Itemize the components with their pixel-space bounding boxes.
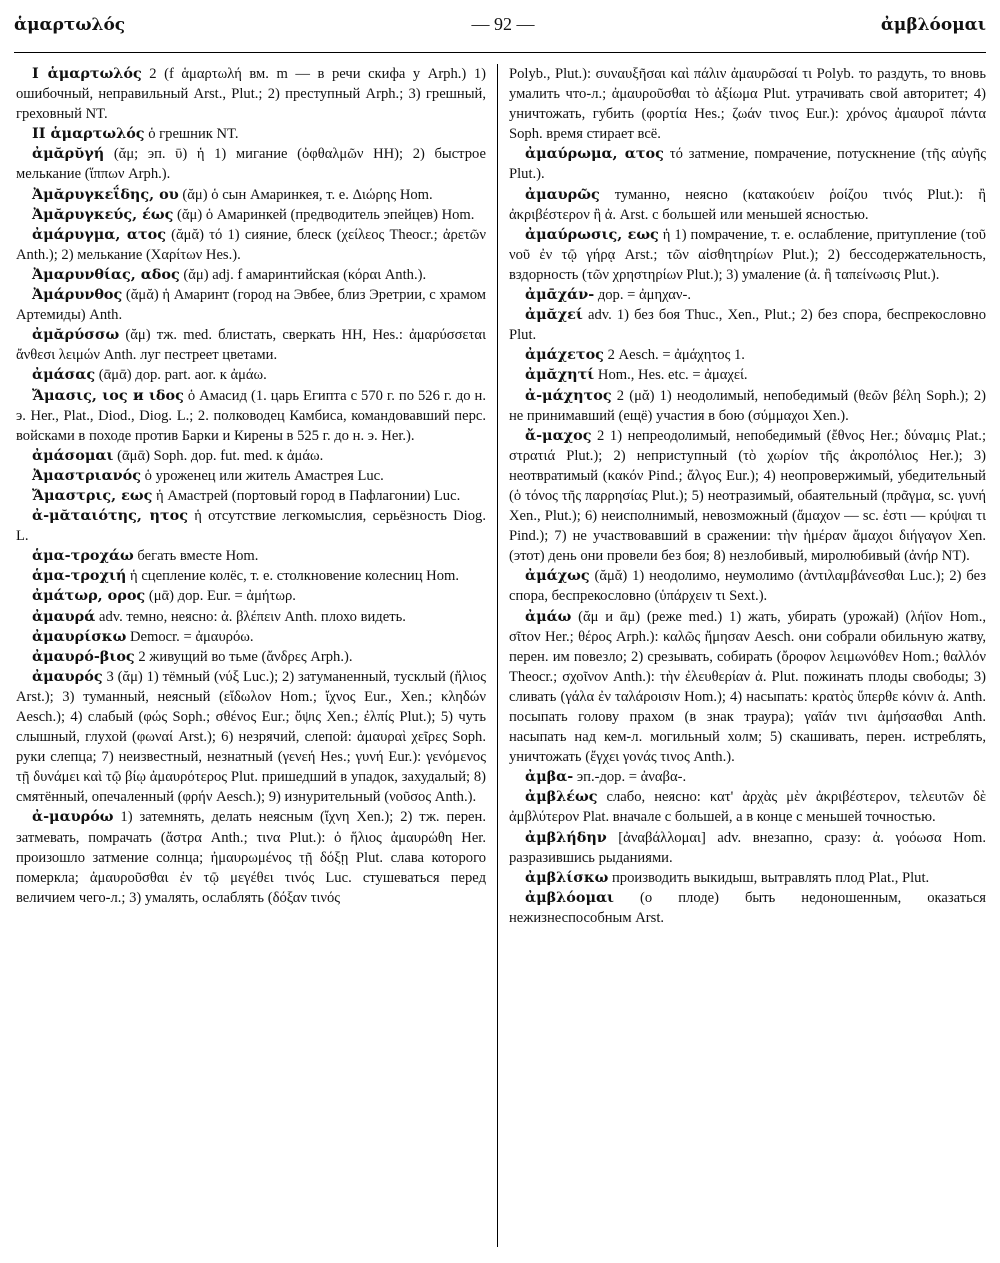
entry-headword: ἀμβλίσκω — [525, 868, 609, 886]
entry-definition: (ᾰμ) тж. med. блистать, сверкать HH, Hes.: ἀμαρύσσεται ἄνθεσι λειμών Anth. луг пестреет цветами. — [16, 327, 486, 364]
dictionary-entry — [16, 64, 486, 124]
entry-headword: ἀμβα- — [525, 768, 574, 786]
dictionary-entry — [16, 144, 486, 184]
running-head — [14, 14, 986, 44]
entry-definition: ἡ отсутствие легкомыслия, серьёзность Diog. L. — [16, 508, 486, 545]
entry-headword: ἀμάσομαι — [32, 446, 114, 464]
entry-headword: ἀμάρυγμα, ατος — [32, 225, 166, 243]
dictionary-entry — [16, 185, 486, 205]
entry-definition: туманно, неясно (κατακούειν ῥοίζου τινός Plut.): ἢ ἀκριβέστερον ἢ ἀ. Arst. с большей или меньшей ясностью. — [509, 186, 986, 223]
entry-definition: дор. = ἀμηχαν-. — [594, 287, 692, 304]
entry-definition: adv. темно, неясно: ἀ. βλέπειν Anth. плохо видеть. — [95, 608, 406, 625]
entry-headword: Ἀμαρυνθίας, αδος — [32, 265, 180, 283]
dictionary-entry — [16, 506, 486, 546]
dictionary-entry — [16, 486, 486, 506]
entry-definition: (ᾱμᾱ) дор. part. aor. к ἀμάω. — [95, 367, 267, 384]
dictionary-entry — [509, 285, 986, 305]
entry-headword: Ἀμᾰρυγκεύς, έως — [32, 205, 174, 223]
dictionary-entry — [509, 426, 986, 567]
entry-definition: (ᾰμ) adj. f амаринтийская (κόραι Anth.). — [179, 266, 427, 283]
entry-headword: ἀμβλήδην — [525, 828, 607, 846]
dictionary-entry — [509, 64, 986, 144]
dictionary-entry — [16, 546, 486, 566]
entry-headword: Ἀμᾰρυγκεΐδης, ου — [32, 185, 179, 203]
entry-definition: 2 (f ἁμαρτωλή вм. m — в речи скифа у Arph.) 1) ошибочный, неправильный Arst., Plut.; 2) преступный Arph.; 3) грешный, греховный NT. — [16, 66, 486, 123]
entry-headword: ἀμβλόομαι — [525, 888, 615, 906]
entry-headword: ἀμάω — [525, 607, 572, 625]
dictionary-entry — [509, 607, 986, 768]
page-number: — 92 — — [471, 14, 535, 34]
dictionary-entry — [16, 667, 486, 808]
dictionary-entry — [509, 386, 986, 426]
entry-definition: (ᾰμ) ὁ сын Амаринкея, т. е. Διώρης Hom. — [178, 186, 433, 203]
dictionary-entry — [509, 185, 986, 225]
dictionary-entry — [16, 627, 486, 647]
entry-definition: ἡ Амастрей (портовый город в Пафлагонии) Luc. — [152, 487, 461, 504]
entry-headword: ἀμβλέως — [525, 788, 598, 806]
dictionary-entry — [16, 285, 486, 325]
entry-definition: Polyb., Plut.): συναυξῆσαι καὶ πάλιν ἀμαυρῶσαί τι Polyb. то раздуть, то вновь умалить что-л.; ἀμαυροῦσθαι τὸ ἀξίωμα Plut. утрачивать свой авторитет; 4) уничтожать, губить (φορτία Hes.; ζωάν τινος Eur.): χρόνος ἀμαυροῖ πάντα Soph. время стирает всё. — [509, 66, 986, 143]
dictionary-entry — [509, 365, 986, 385]
entry-headword: ἀμαύρωσις, εως — [525, 225, 659, 243]
entry-headword: ἀμᾰχεί — [525, 306, 583, 324]
entry-headword: ἀμαυρός — [32, 667, 103, 685]
entry-definition: (ᾰμᾰ) ἡ Амаринт (город на Эвбее, близ Эретрии, с храмом Артемиды) Anth. — [16, 287, 486, 324]
dictionary-entry — [16, 265, 486, 285]
entry-headword: I ἁμαρτωλός — [32, 65, 142, 82]
entry-definition: (ᾰμ) ὁ Амаринкей (предводитель эпейцев) Hom. — [173, 206, 475, 223]
entry-definition: ἡ сцепление колёс, т. е. столкновение колесниц Hom. — [126, 568, 459, 585]
entry-headword: Ἄμαστρις, εως — [32, 486, 153, 504]
entry-headword: ἀμάτωρ, ορος — [32, 587, 146, 605]
dictionary-entry — [16, 446, 486, 466]
dictionary-entry — [16, 365, 486, 385]
entry-headword: Ἄμασις, ιος и ιδος — [32, 386, 184, 404]
left-guide-word: ἁμαρτωλός — [14, 15, 126, 35]
entry-definition: [ἀναβάλλομαι] adv. внезапно, сразу: ἀ. γοόωσα Hom. разразившись рыданиями. — [509, 829, 986, 866]
right-guide-word: ἀμβλόομαι — [880, 15, 986, 35]
dictionary-entry — [16, 205, 486, 225]
entry-definition: ὁ грешник NT. — [144, 126, 239, 143]
entry-definition: (ᾰμᾰ) τό 1) сияние, блеск (χείλεος Theocr.; ἀρετῶν Anth.); 2) мелькание (Χαρίτων Hes.). — [16, 226, 486, 263]
entry-definition: Hom., Hes. etc. = ἀμαχεί. — [594, 367, 748, 384]
dictionary-entry — [509, 868, 986, 888]
entry-headword: ἀμᾰρύσσω — [32, 326, 120, 344]
dictionary-entry — [16, 647, 486, 667]
dictionary-entry — [509, 305, 986, 345]
entry-headword: ἀμαυρῶς — [525, 185, 600, 203]
dictionary-entry — [16, 466, 486, 486]
entry-definition: Democr. = ἀμαυρόω. — [126, 628, 254, 645]
header-rule — [14, 52, 986, 53]
dictionary-entry — [509, 888, 986, 928]
entry-definition: слабо, неясно: κατ' ἀρχὰς μὲν ἀκριβέστερον, τελευτῶν δὲ ἀμβλύτερον Plat. вначале с большей, а в конце с меньшей точностью. — [509, 789, 986, 826]
entry-definition: (ᾰμ и ᾱμ) (реже med.) 1) жать, убирать (урожай) (λήϊον Hom., σῖτον Her.; θέρος Arph.): καλῶς ἤμησαν Aesch. они собрали обильную жатву, перен. им повезло; 2) срезывать, собирать (ὄροφον λειμωνόθεν Hom.; θαλλόν Theocr.; σχοῖνον Anth.): τὴν ἐλευθερίαν ἀ. Plut. пожинать плоды свободы; 3) сливать (γάλα ἐν ταλάροισιν Hom.); 4) насыпать: κρατὸς ὕπερθε κόνιν ἀ. Anth. посыпать голову прахом (в знак траура); γαῖάν τινι ἀμήσασθαι Anth. насыпать над кем-л. могильный холм; 5) скашивать, перен. истреблять, уничтожать (ἔγχει γονάς τινος Anth.). — [509, 608, 986, 766]
entry-headword: ἁμα-τροχάω — [32, 547, 134, 565]
entry-definition: ὁ Амасид (1. царь Египта с 570 г. по 526 г. до н. э. Her., Plat., Diod., Diog. L.; 2. полководец Камбиса, командовавший перс. войсками в походе против Барки и Кирены в 525 г. до н. э. Her.). — [16, 387, 486, 444]
dictionary-entry — [509, 566, 986, 606]
right-column — [509, 64, 986, 1259]
entry-headword: ἄ-μαχος — [525, 426, 592, 444]
entry-headword: ἀμαυρά — [32, 607, 96, 625]
entry-headword: ἀμᾰχητί — [525, 366, 595, 384]
entry-definition: 2 живущий во тьме (ἄνδρες Arph.). — [134, 648, 353, 665]
entry-definition: 1) затемнять, делать неясным (ἴχνη Xen.); 2) тж. перен. затмевать, помрачать (ἄστρα Anth.; τινα Plut.): ὁ ἥλιος ἀμαυρώθη Her. произошло затмение солнца; ἠμαυρωμένος τῇ δόξῃ Plut. слава которого померкла; ἀμαυροῦσθαι ἐν τῷ μεγέθει τινός Luc. стушеваться перед величием чего-л.; 3) умалять, ослаблять (δόξαν τινός — [16, 809, 486, 906]
entry-headword: ἀμάσας — [32, 366, 96, 384]
entry-definition: (ᾰμᾰ) 1) неодолимо, неумолимо (ἀντιλαμβάνεσθαι Luc.); 2) без спора, беспрекословно (ὑπάρχειν τι Sext.). — [509, 568, 986, 605]
entry-headword: ἀμάχετος — [525, 346, 604, 364]
entry-definition: adv. 1) без боя Thuc., Xen., Plut.; 2) без спора, беспрекословно Plut. — [509, 307, 986, 344]
dictionary-entry — [509, 767, 986, 787]
dictionary-entry — [509, 144, 986, 184]
entry-definition: (ᾰμ; эп. ῡ) ἡ 1) мигание (ὀφθαλμῶν HH); 2) быстрое мелькание (ἵππων Arph.). — [16, 146, 486, 183]
entry-headword: ἀμαύρωμα, ατος — [525, 145, 664, 163]
entry-definition: ἡ 1) помрачение, т. е. ослабление, притупление (τοῦ νοῦ ἐν τῷ γήρᾳ Arst.; τῶν αἰσθητηρίων Plut.); 2) бессодержательность, вздорность (τῶν χρηστηρίων Plut.); 3) умаление (ἀ. ἢ ταπείνωσις Plut.). — [509, 226, 986, 283]
entry-definition: τό затмение, помрачение, потускнение (τῆς αὐγῆς Plut.). — [509, 146, 986, 183]
column-divider — [497, 64, 498, 1247]
dictionary-entry — [16, 386, 486, 446]
entry-headword: ἀ-μάχητος — [525, 386, 612, 404]
entry-definition: (ᾱμᾱ) Soph. дор. fut. med. к ἀμάω. — [113, 447, 324, 464]
entry-definition: 3 (ᾰμ) 1) тёмный (νύξ Luc.); 2) затуманенный, тусклый (ἥλιος Arst.); 3) туманный, неясный (εἴδωλον Hom.; ἴχνος Eur., Xen.; κληδών Aesch.); 4) слабый (φώς Soph.; σθένος Eur.; ὄψις Xen.; ἐλπίς Plut.); 5) чуть слышный, глухой (φωναί Arst.); 6) незрячий, слепой: ἀμαυραὶ χεῖρες Soph. руки слепца; 7) неизвестный, незнатный (γενεή Hes.; γυνή Eur.): γενόμενος τῇ δυνάμει καὶ τῷ βίῳ ἀμαυρότερος Plut. пришедший в упадок, захудалый; 8) смятённый, опечаленный (φρήν Aesch.); 9) изнурительный (νοῦσος Anth.). — [16, 668, 486, 806]
entry-headword: ἀ-μᾰταιότης, ητος — [32, 507, 189, 525]
entry-definition: 2 1) непреодолимый, непобедимый (ἔθνος Her.; δύναμις Plat.; στρατιά Plut.); 2) неприступный (τὸ χωρίον τῆς ἀκροπόλιος Her.); 3) неотвратимый (κακόν Pind.; ἄλγος Eur.); 4) неопровержимый, убедительный (ὁ τόνος τῆς παρρησίας Plut.); 5) неотразимый, обаятельный (πρᾶγμα, sc. γυνή Xen., Plut.); 6) неисполнимый, невозможный (ἄμαχον — sc. ἐστι — κρύψαι τι Pind.); 7) не участвовавший в сражении: τὴν ἡμέραν ἄμαχοι διήγαγον Xen. (этот) день они провели без боя; 8) незлобивый, миролюбивый (ἀνήρ NT). — [509, 427, 986, 565]
entry-definition: бегать вместе Hom. — [133, 548, 259, 565]
entry-headword: ἀμαυρό-βιος — [32, 647, 135, 665]
dictionary-entry — [509, 345, 986, 365]
entry-definition: 2 Aesch. = ἀμάχητος 1. — [603, 347, 745, 364]
entry-headword: ἀμάχως — [525, 567, 590, 585]
entry-headword: Ἀμάρυνθος — [32, 286, 123, 304]
dictionary-entry — [509, 787, 986, 827]
entry-headword: ἀμαυρίσκω — [32, 627, 127, 645]
dictionary-entry — [16, 607, 486, 627]
entry-definition: 2 (μᾰ) 1) неодолимый, непобедимый (θεῶν βέλη Soph.); 2) не принимавший (ещё) участия в бою (σύμμαχοι Xen.). — [509, 387, 986, 424]
entry-headword: ἀμᾰρῠγή — [32, 145, 105, 163]
dictionary-entry — [16, 586, 486, 606]
dictionary-entry — [16, 325, 486, 365]
dictionary-entry — [16, 124, 486, 144]
entry-headword: ἀ-μαυρόω — [32, 808, 114, 826]
entry-definition: производить выкидыш, вытравлять плод Plat., Plut. — [608, 869, 930, 886]
left-column — [16, 64, 486, 1259]
entry-definition: (о плоде) быть недоношенным, оказаться нежизнеспособным Arst. — [509, 889, 986, 926]
dictionary-entry — [16, 566, 486, 586]
dictionary-entry — [16, 807, 486, 907]
entry-headword: Ἀμαστριανός — [32, 466, 142, 484]
entry-definition: (μᾱ) дор. Eur. = ἀμήτωρ. — [145, 588, 296, 605]
entry-definition: эп.-дор. = ἀναβα-. — [573, 769, 687, 786]
dictionary-entry — [509, 225, 986, 285]
dictionary-entry — [509, 828, 986, 868]
entry-headword: ἁμα-τροχιή — [32, 567, 127, 585]
dictionary-entry — [16, 225, 486, 265]
entry-headword: ἀμᾱχάν- — [525, 286, 595, 304]
entry-headword: II ἁμαρτωλός — [32, 125, 145, 143]
entry-definition: ὁ уроженец или житель Амастрея Luc. — [141, 467, 384, 484]
